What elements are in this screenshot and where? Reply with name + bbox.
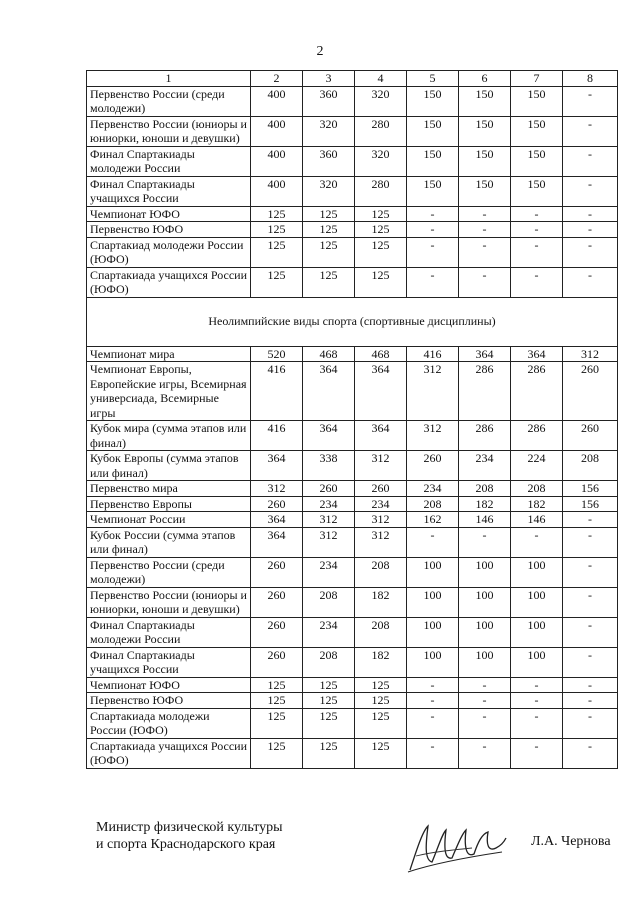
points-cell: 364 [251, 527, 303, 557]
points-cell: 312 [355, 527, 407, 557]
points-cell: 150 [511, 116, 563, 146]
points-cell: 234 [303, 617, 355, 647]
table-row [87, 222, 618, 238]
points-cell: - [563, 677, 618, 693]
column-header: 8 [563, 71, 618, 87]
points-cell: 416 [251, 362, 303, 421]
competition-name-cell: Первенство ЮФО [87, 222, 251, 238]
points-cell: 208 [303, 587, 355, 617]
column-header: 2 [251, 71, 303, 87]
points-cell: - [511, 222, 563, 238]
points-cell: 234 [355, 496, 407, 512]
points-cell: - [511, 708, 563, 738]
points-cell: - [459, 708, 511, 738]
points-cell: 125 [251, 677, 303, 693]
table-row [87, 587, 618, 617]
competition-name-cell: Первенство России (среди молодежи) [87, 86, 251, 116]
points-cell: 234 [407, 481, 459, 497]
points-cell: 125 [355, 206, 407, 222]
points-cell: 100 [459, 647, 511, 677]
points-cell: - [563, 116, 618, 146]
points-cell: 286 [459, 362, 511, 421]
points-cell: 208 [511, 481, 563, 497]
points-cell: 360 [303, 86, 355, 116]
points-cell: 150 [459, 146, 511, 176]
competition-name-cell: Кубок Европы (сумма этапов или финал) [87, 451, 251, 481]
points-cell: - [459, 527, 511, 557]
points-cell: 234 [303, 496, 355, 512]
points-cell: 208 [407, 496, 459, 512]
points-cell: - [563, 206, 618, 222]
points-cell: 150 [407, 176, 459, 206]
competition-name-cell: Чемпионат ЮФО [87, 206, 251, 222]
header-row [87, 71, 618, 87]
section-title: Неолимпийские виды спорта (спортивные дисциплины) [87, 297, 618, 346]
competition-name-cell: Спартакиада молодежи России (ЮФО) [87, 708, 251, 738]
table-row [87, 237, 618, 267]
points-cell: 125 [355, 738, 407, 768]
table-row [87, 647, 618, 677]
points-cell: - [407, 237, 459, 267]
competition-name-cell: Чемпионат мира [87, 346, 251, 362]
points-cell: 208 [459, 481, 511, 497]
table-row [87, 617, 618, 647]
table-row [87, 346, 618, 362]
points-cell: 182 [355, 647, 407, 677]
table-row [87, 206, 618, 222]
points-cell: 125 [303, 738, 355, 768]
page-number: 2 [316, 44, 324, 59]
points-cell: 360 [303, 146, 355, 176]
table-row [87, 481, 618, 497]
points-cell: 260 [355, 481, 407, 497]
points-cell: - [563, 86, 618, 116]
points-cell: 364 [251, 512, 303, 528]
signatory-position [96, 819, 283, 853]
points-cell: 286 [511, 362, 563, 421]
points-cell: 125 [251, 237, 303, 267]
points-cell: 150 [459, 176, 511, 206]
points-cell: - [563, 527, 618, 557]
handwritten-signature [402, 812, 512, 882]
points-cell: 125 [251, 222, 303, 238]
points-cell: 364 [303, 362, 355, 421]
points-cell: 320 [355, 146, 407, 176]
points-cell: 150 [459, 86, 511, 116]
competition-name-cell: Первенство Европы [87, 496, 251, 512]
points-cell: 364 [355, 362, 407, 421]
points-cell: 208 [355, 617, 407, 647]
points-cell: 125 [355, 237, 407, 267]
competition-name-cell: Финал Спартакиады молодежи России [87, 146, 251, 176]
points-cell: 312 [251, 481, 303, 497]
points-cell: 100 [407, 647, 459, 677]
points-cell: 208 [563, 451, 618, 481]
points-cell: 312 [355, 512, 407, 528]
points-cell: 400 [251, 176, 303, 206]
points-cell: - [407, 206, 459, 222]
points-cell: - [407, 738, 459, 768]
points-cell: 100 [511, 647, 563, 677]
points-cell: 125 [303, 206, 355, 222]
table-row [87, 677, 618, 693]
competition-name-cell: Чемпионат Европы, Европейские игры, Всемирная универсиада, Всемирные игры [87, 362, 251, 421]
points-cell: - [459, 738, 511, 768]
competition-name-cell: Первенство ЮФО [87, 693, 251, 709]
points-cell: 125 [251, 267, 303, 297]
column-header: 3 [303, 71, 355, 87]
points-cell: - [511, 267, 563, 297]
points-cell: 400 [251, 86, 303, 116]
points-cell: - [407, 693, 459, 709]
competition-name-cell: Первенство мира [87, 481, 251, 497]
points-cell: 260 [251, 617, 303, 647]
points-cell: 280 [355, 176, 407, 206]
points-cell: - [563, 146, 618, 176]
points-cell: 312 [407, 362, 459, 421]
points-cell: 208 [303, 647, 355, 677]
points-table [86, 70, 618, 769]
points-cell: 364 [355, 421, 407, 451]
table-row [87, 86, 618, 116]
points-cell: - [407, 527, 459, 557]
points-cell: - [459, 677, 511, 693]
points-cell: - [511, 738, 563, 768]
position-line: и спорта Краснодарского края [96, 837, 276, 852]
column-header: 4 [355, 71, 407, 87]
table-row [87, 146, 618, 176]
points-cell: 125 [303, 237, 355, 267]
points-cell: 260 [251, 496, 303, 512]
points-cell: 260 [563, 362, 618, 421]
table-row [87, 512, 618, 528]
table-row [87, 116, 618, 146]
table-row [87, 362, 618, 421]
points-cell: 125 [355, 267, 407, 297]
points-cell: 150 [511, 86, 563, 116]
points-cell: 320 [303, 116, 355, 146]
points-cell: 100 [459, 557, 511, 587]
points-cell: - [563, 617, 618, 647]
points-cell: 125 [251, 738, 303, 768]
competition-name-cell: Чемпионат России [87, 512, 251, 528]
points-cell: 100 [511, 587, 563, 617]
points-cell: 100 [459, 587, 511, 617]
points-cell: 260 [303, 481, 355, 497]
points-cell: - [563, 738, 618, 768]
points-cell: - [459, 267, 511, 297]
competition-name-cell: Спартакиада учащихся России (ЮФО) [87, 267, 251, 297]
points-cell: 364 [459, 346, 511, 362]
competition-name-cell: Финал Спартакиады молодежи России [87, 617, 251, 647]
points-cell: 150 [407, 86, 459, 116]
position-line: Министр физической культуры [96, 820, 283, 835]
points-cell: 156 [563, 496, 618, 512]
points-cell: 400 [251, 116, 303, 146]
points-cell: 146 [511, 512, 563, 528]
competition-name-cell: Кубок мира (сумма этапов или финал) [87, 421, 251, 451]
points-cell: 260 [407, 451, 459, 481]
points-cell: 286 [511, 421, 563, 451]
points-cell: 224 [511, 451, 563, 481]
points-cell: - [459, 237, 511, 267]
points-cell: 100 [459, 617, 511, 647]
points-cell: 416 [251, 421, 303, 451]
points-cell: - [459, 206, 511, 222]
points-cell: 150 [407, 146, 459, 176]
points-cell: 100 [511, 557, 563, 587]
points-cell: - [407, 677, 459, 693]
points-cell: - [563, 237, 618, 267]
points-cell: 260 [251, 557, 303, 587]
points-cell: 312 [407, 421, 459, 451]
column-header: 7 [511, 71, 563, 87]
points-cell: 125 [303, 677, 355, 693]
signatory-name: Л.А. Чернова [531, 834, 611, 849]
points-cell: - [563, 222, 618, 238]
table-row [87, 738, 618, 768]
points-cell: 260 [563, 421, 618, 451]
points-cell: 125 [251, 693, 303, 709]
points-cell: - [563, 512, 618, 528]
points-cell: - [407, 222, 459, 238]
points-cell: 150 [511, 146, 563, 176]
points-cell: - [563, 557, 618, 587]
points-cell: - [563, 176, 618, 206]
points-cell: - [511, 527, 563, 557]
table-row [87, 527, 618, 557]
points-cell: 312 [303, 512, 355, 528]
competition-name-cell: Чемпионат ЮФО [87, 677, 251, 693]
table-row [87, 176, 618, 206]
points-cell: 125 [303, 693, 355, 709]
points-cell: 468 [303, 346, 355, 362]
points-cell: 364 [303, 421, 355, 451]
points-cell: 260 [251, 587, 303, 617]
points-cell: - [407, 267, 459, 297]
table-row [87, 557, 618, 587]
competition-name-cell: Финал Спартакиады учащихся России [87, 176, 251, 206]
points-cell: 320 [355, 86, 407, 116]
points-cell: 146 [459, 512, 511, 528]
table-row [87, 267, 618, 297]
points-cell: - [407, 708, 459, 738]
points-cell: - [563, 708, 618, 738]
points-cell: 125 [355, 708, 407, 738]
points-cell: 364 [511, 346, 563, 362]
points-cell: 125 [355, 677, 407, 693]
points-cell: 125 [251, 708, 303, 738]
points-cell: 320 [303, 176, 355, 206]
points-cell: - [511, 677, 563, 693]
points-cell: - [511, 693, 563, 709]
column-header: 1 [87, 71, 251, 87]
section-row [87, 297, 618, 346]
column-header: 5 [407, 71, 459, 87]
points-cell: 312 [303, 527, 355, 557]
points-cell: 100 [407, 557, 459, 587]
table-row [87, 708, 618, 738]
points-cell: 125 [251, 206, 303, 222]
points-cell: - [563, 647, 618, 677]
column-header: 6 [459, 71, 511, 87]
points-cell: - [511, 237, 563, 267]
points-cell: 182 [511, 496, 563, 512]
points-cell: 156 [563, 481, 618, 497]
table-row [87, 421, 618, 451]
points-cell: 286 [459, 421, 511, 451]
competition-name-cell: Спартакиада учащихся России (ЮФО) [87, 738, 251, 768]
competition-name-cell: Первенство России (среди молодежи) [87, 557, 251, 587]
points-cell: 182 [459, 496, 511, 512]
points-cell: - [459, 693, 511, 709]
competition-name-cell: Кубок России (сумма этапов или финал) [87, 527, 251, 557]
points-cell: 208 [355, 557, 407, 587]
points-cell: 125 [303, 267, 355, 297]
points-cell: 100 [511, 617, 563, 647]
points-cell: 260 [251, 647, 303, 677]
points-cell: - [563, 693, 618, 709]
points-cell: 100 [407, 587, 459, 617]
points-cell: 182 [355, 587, 407, 617]
points-cell: - [459, 222, 511, 238]
table-row [87, 693, 618, 709]
competition-name-cell: Финал Спартакиады учащихся России [87, 647, 251, 677]
points-cell: 468 [355, 346, 407, 362]
points-cell: 416 [407, 346, 459, 362]
points-cell: 125 [355, 693, 407, 709]
points-cell: 150 [511, 176, 563, 206]
points-cell: 520 [251, 346, 303, 362]
points-cell: 125 [355, 222, 407, 238]
points-cell: 150 [407, 116, 459, 146]
competition-name-cell: Спартакиад молодежи России (ЮФО) [87, 237, 251, 267]
table-row [87, 451, 618, 481]
points-cell: - [563, 587, 618, 617]
table-row [87, 496, 618, 512]
points-cell: 280 [355, 116, 407, 146]
points-cell: - [511, 206, 563, 222]
points-cell: 125 [303, 222, 355, 238]
points-cell: 162 [407, 512, 459, 528]
points-cell: 100 [407, 617, 459, 647]
points-cell: 338 [303, 451, 355, 481]
points-cell: 312 [563, 346, 618, 362]
competition-name-cell: Первенство России (юниоры и юниорки, юноши и девушки) [87, 587, 251, 617]
points-cell: 364 [251, 451, 303, 481]
points-cell: 312 [355, 451, 407, 481]
points-cell: - [563, 267, 618, 297]
points-cell: 125 [303, 708, 355, 738]
points-cell: 150 [459, 116, 511, 146]
points-cell: 234 [303, 557, 355, 587]
points-cell: 400 [251, 146, 303, 176]
competition-name-cell: Первенство России (юниоры и юниорки, юноши и девушки) [87, 116, 251, 146]
points-cell: 234 [459, 451, 511, 481]
